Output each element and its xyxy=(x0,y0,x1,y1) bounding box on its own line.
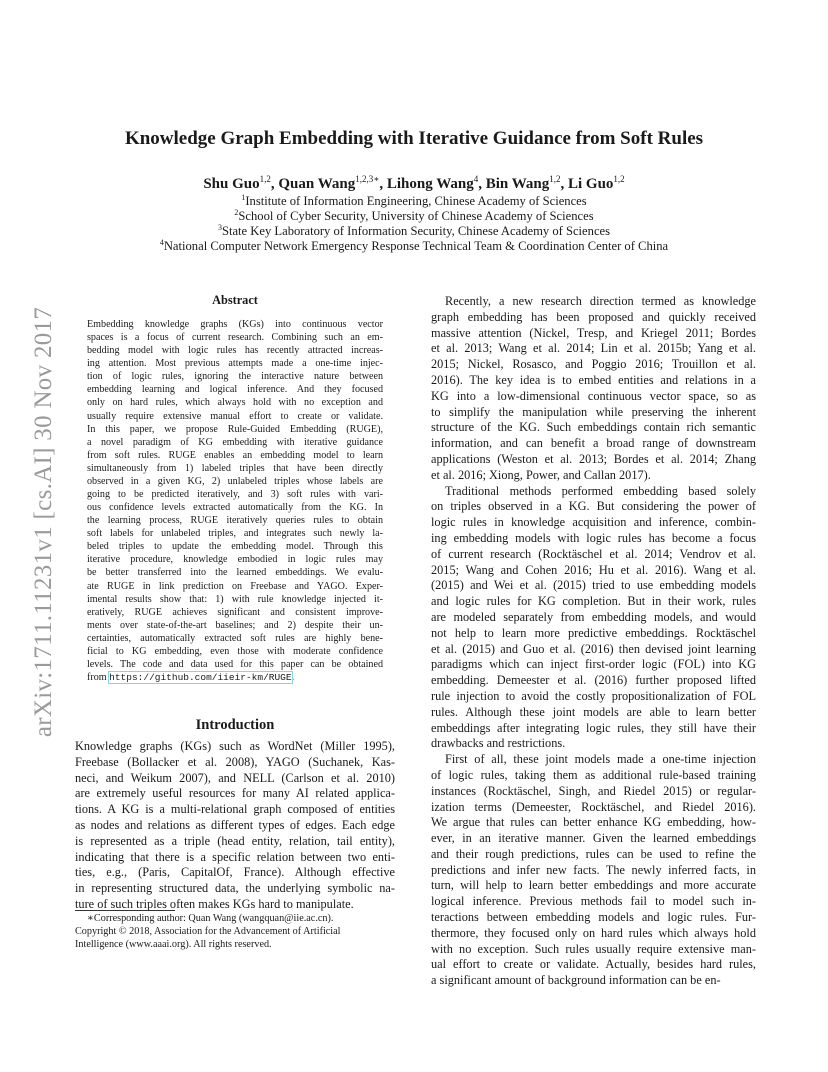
abstract-line: beled triples to update the embedding model. Through this xyxy=(87,541,383,553)
abstract-line: soft labels for unlabeled triples, and integrates such newly la- xyxy=(87,528,383,540)
paragraph-line: First of all, these joint models made a one-time injection xyxy=(445,752,756,767)
paragraph-line: logic rules in knowledge acquisition and inference, combin- xyxy=(431,515,756,530)
abstract-line: certainties, automatically extracted soft rules are highly bene- xyxy=(87,632,383,644)
paragraph-line: Recently, a new research direction termed as knowledge xyxy=(445,294,756,308)
intro-line: indicating that there is a specific relation between two enti- xyxy=(75,849,395,864)
intro-line: Knowledge graphs (KGs) such as WordNet (Miller 1995), xyxy=(75,739,395,753)
paragraph-line: information, and can benefit a broad range of downstream xyxy=(431,436,756,451)
paragraph-line: et al. 2013; Wang et al. 2014; Lin et al. 2015b; Yang et al. xyxy=(431,341,756,356)
paragraph-line: turn, will help to learn better embeddings and more accurate xyxy=(431,878,756,893)
paragraph-line: ual effort to create or validate. Actually, besides hard rules, xyxy=(431,957,756,972)
abstract-line: embedding learning and logical inference. And they focused xyxy=(87,384,383,396)
author-name: Bin Wang xyxy=(485,176,550,192)
paragraph-line: 2016). The key idea is to embed entities and relations in a xyxy=(431,372,756,387)
affiliation: $^3$State Key Laboratory of Information Security, Chinese Academy of Sciences xyxy=(217,223,611,239)
paragraph-line: paradigms which can inject first-order logic (FOL) into KG xyxy=(431,657,756,672)
paragraph-line: rule injection to avoid the costly propositionalization of FOL xyxy=(431,688,756,703)
paragraph-line: and their rough predictions, rules can be used to refine the xyxy=(431,846,756,861)
abstract-body xyxy=(87,318,383,684)
abstract-line: the learning process, RUGE iteratively queries rules to obtain xyxy=(87,515,383,527)
paragraph-line: rules. Although these joint models are able to learn better xyxy=(431,704,756,719)
abstract-line: simultaneously from 1) labeled triples that have been directly xyxy=(87,462,383,474)
paragraph-line: predictions and infer new facts. The newly inferred facts, in xyxy=(431,862,756,877)
paragraph-line: KG into a low-dimensional continuous vector space, so as xyxy=(431,388,756,403)
paragraph xyxy=(431,752,756,989)
paragraph-line: with no exception. Such rules usually require extensive man- xyxy=(431,941,756,956)
abstract-line: ing attention. Most previous attempts made a one-time injec- xyxy=(87,358,383,370)
author-affiliation-marker: 1,2,3∗ xyxy=(355,174,380,184)
paragraph-line: on triples observed in a KG. But considering the power of xyxy=(431,499,756,514)
intro-line: tions. A KG is a multi-relational graph composed of entities xyxy=(75,802,395,817)
arxiv-sidebar xyxy=(24,285,64,760)
footnote-divider xyxy=(75,910,175,911)
paragraph-line: (2015) and Wei et al. (2015) tried to use embedding models xyxy=(431,578,756,593)
paragraph-line: thermore, they focused only on hard rules which always hold xyxy=(431,925,756,940)
abstract-line: In this paper, we propose Rule-Guided Embedding (RUGE), xyxy=(87,423,383,435)
intro-line: ture of such triples often makes KGs hard to manipulate. xyxy=(75,896,354,911)
paragraph-line: embedding. Demeester et al. (2016) further proposed lifted xyxy=(431,673,756,688)
paragraph-line: drawbacks and restrictions. xyxy=(431,736,566,751)
paragraph-line: a significant amount of background information can be en- xyxy=(431,973,721,988)
paragraph-line: ever, in an iterative manner. Given the learned embeddings xyxy=(431,831,756,846)
paragraph-line: of logic rules, taking them as additional rule-based training xyxy=(431,767,756,782)
author-name: Shu Guo xyxy=(203,176,260,192)
paragraph-line: teractions between embedding models and logic rules. Fur- xyxy=(431,910,756,925)
intro-line: as nodes and relations as different types of edges. Each edge xyxy=(75,817,395,832)
paragraph-line: of current research (Rocktäschel et al. 2014; Vendrov et al. xyxy=(431,546,756,561)
author-name: Quan Wang xyxy=(278,176,356,192)
abstract-line: spaces is a focus of current research. Combining such an em- xyxy=(87,332,383,344)
footnote-line: ∗Corresponding author: Quan Wang (wangquan@iie.ac.cn). xyxy=(87,913,334,924)
paragraph-line: instances (Rocktäschel, Singh, and Riedel 2015) or regular- xyxy=(431,783,756,798)
paragraph-line: massive attention (Nickel, Tresp, and Kriegel 2011; Bordes xyxy=(431,325,756,340)
intro-line: Freebase (Bollacker et al. 2008), YAGO (Suchanek, Kas- xyxy=(75,754,395,769)
paragraph-line: We argue that rules can better enhance KG embedding, how- xyxy=(431,815,756,830)
paragraph-line: logical inference. Previous methods fail to model such in- xyxy=(431,894,756,909)
abstract-line: going to be predicted iteratively, and 3) soft rules with vari- xyxy=(87,489,383,501)
abstract-heading: Abstract xyxy=(212,293,258,307)
author-affiliation-marker: 1,2 xyxy=(259,174,271,184)
paragraph-line: and logic rules for KG completion. But in their work, rules xyxy=(431,594,756,609)
intro-line: is represented as a triple (head entity, relation, tail entity), xyxy=(75,833,395,848)
paragraph xyxy=(431,294,756,484)
abstract-line: bedding model with logic rules has recently attracted increas- xyxy=(87,345,383,357)
abstract-line: from https://github.com/iieir-km/RUGE. xyxy=(87,672,295,684)
abstract-line: Embedding knowledge graphs (KGs) into continuous vector xyxy=(87,319,383,330)
author-affiliation-marker: 1,2 xyxy=(549,174,561,184)
paragraph-line: et al. (2015) and Guo et al. (2016) then devised joint learning xyxy=(431,641,756,656)
right-column xyxy=(431,294,756,989)
abstract-line: usually require extensive manual effort to create or validate. xyxy=(87,410,383,422)
paragraph-line: graph embedding has been proposed and quickly received xyxy=(431,309,756,324)
abstract-line: tion of logic rules, ignoring the interactive nature between xyxy=(87,371,383,383)
intro-line: ties, e.g., (Paris, CapitalOf, France). Although effective xyxy=(75,865,395,880)
abstract-line: ate RUGE in link prediction on Freebase and YAGO. Exper- xyxy=(87,580,383,592)
footnote xyxy=(75,912,395,951)
paragraph xyxy=(431,484,756,753)
affiliation: $^1$Institute of Information Engineering, Chinese Academy of Sciences xyxy=(241,193,587,209)
intro-line: neci, and Weikum 2007), and NELL (Carlson et al. 2010) xyxy=(75,770,395,785)
intro-line: in representing structured data, the underlying symbolic na- xyxy=(75,881,395,896)
author-name: Lihong Wang xyxy=(386,176,474,192)
author-name: Li Guo xyxy=(567,176,614,192)
paragraph-line: structure of the KG. Such embeddings contain rich semantic xyxy=(431,420,756,435)
paragraph-line: to simplify the manipulation while preserving the inherent xyxy=(431,404,756,419)
abstract-line: from soft rules. RUGE enables an embedding model to learn xyxy=(87,449,383,461)
abstract-line: only on hard rules, which always hold with no exception and xyxy=(87,397,383,409)
paragraph-line: not help to learn more predictive embeddings. Rocktäschel xyxy=(431,625,756,640)
author-affiliation-marker: 1,2 xyxy=(613,174,625,184)
paragraph-line: 2015; Wang and Cohen 2016; Hu et al. 2016). Wang et al. xyxy=(431,562,756,577)
abstract-line: iterative procedure, knowledge embodied in logic rules may xyxy=(87,554,383,566)
intro-line: are extremely useful resources for many AI related applica- xyxy=(75,786,395,801)
paragraph-line: applications (Weston et al. 2013; Bordes et al. 2014; Zhang xyxy=(431,451,756,466)
paragraph-line: embeddings after integrating logic rules, they still have their xyxy=(431,720,756,735)
arxiv-identifier: arXiv:1711.11231v1 [cs.AI] 30 Nov 2017 xyxy=(30,306,57,738)
paragraph-line: ing embedding models with logic rules has become a focus xyxy=(431,530,756,545)
footnote-line: Copyright © 2018, Association for the Advancement of Artificial xyxy=(75,926,341,937)
paragraph-line: 2015; Nickel, Rosasco, and Poggio 2016; Trouillon et al. xyxy=(431,357,756,372)
abstract-line: ments over state-of-the-art baselines; and 2) despite their un- xyxy=(87,619,383,631)
abstract-line: levels. The code and data used for this paper can be obtained xyxy=(87,659,383,671)
introduction-heading: Introduction xyxy=(195,717,275,733)
paragraph-line: Traditional methods performed embedding based solely xyxy=(445,483,756,498)
abstract-line: observed in a given KG, 2) unlabeled triples whose labels are xyxy=(87,475,383,487)
affiliation: $^2$School of Cyber Security, University of Chinese Academy of Sciences xyxy=(234,208,594,224)
author-affiliation-marker: 4 xyxy=(473,174,479,184)
affiliation: $^4$National Computer Network Emergency Response Technical Team & Coordination Center of China xyxy=(159,238,669,254)
abstract-line: eratively, RUGE achieves significant and consistent improve- xyxy=(87,606,383,618)
paragraph-line: et al. 2016; Xiong, Power, and Callan 2017). xyxy=(431,467,651,482)
abstract-line: a novel paradigm of KG embedding with iterative guidance xyxy=(87,436,383,448)
footnote-line: Intelligence (www.aaai.org). All rights reserved. xyxy=(75,939,272,950)
abstract-line: ficial to KG embedding, even those with moderate confidence xyxy=(87,645,383,657)
abstract-line: imental results show that: 1) with rule knowledge injected it- xyxy=(87,593,383,605)
abstract-line: ous confidence levels extracted automatically from the KG. In xyxy=(87,502,383,514)
author-list: Shu Guo$^{1,2}$, Quan Wang$^{1,2,3∗}$, Lihong Wang$^4$, Bin Wang$^{1,2}$, Li Guo$^{1,2}$ xyxy=(203,174,625,192)
paragraph-line: are modeled separately from embedding models, and would xyxy=(431,609,756,624)
abstract-line: be better transferred into the learned embeddings. We evalu- xyxy=(87,567,383,579)
paper-title: Knowledge Graph Embedding with Iterative Guidance from Soft Rules xyxy=(124,128,704,149)
paragraph-line: ization terms (Demeester, Rocktäschel, and Riedel 2016). xyxy=(431,799,756,814)
introduction-body xyxy=(75,739,395,913)
code-url-link[interactable]: https://github.com/iieir-km/RUGE xyxy=(109,672,292,684)
